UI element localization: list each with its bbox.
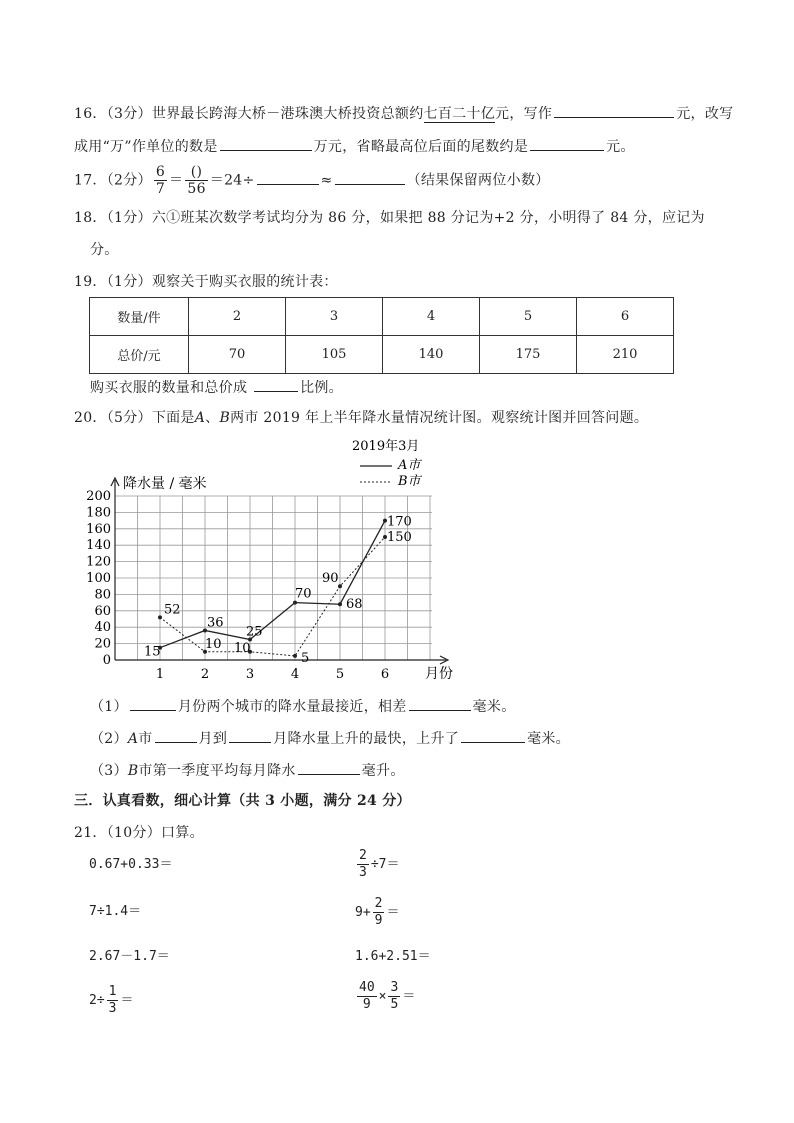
question-20: 20．（5分）下面是A、B两市 2019 年上半年降水量情况统计图。观察统计图并回答问题。 [74, 410, 649, 426]
answer-blank[interactable] [298, 759, 360, 775]
data-label: 150 [387, 530, 412, 545]
y-tick-label: 160 [86, 521, 111, 537]
question-20-sub1: （1） 月份两个城市的降水量最接近，相差 毫米。 [90, 695, 516, 717]
y-tick-label: 200 [86, 489, 111, 504]
data-label: 10 [205, 636, 222, 652]
x-tick-label: 3 [245, 667, 255, 682]
data-point [338, 602, 342, 606]
calc-item: 7÷1.4＝ [89, 904, 142, 919]
data-point [293, 654, 297, 658]
y-tick-label: 60 [94, 603, 111, 619]
rainfall-line-chart [80, 432, 500, 692]
x-tick-label: 1 [155, 667, 165, 682]
y-tick-label: 100 [86, 571, 111, 586]
answer-blank[interactable] [335, 169, 405, 185]
answer-blank[interactable] [220, 135, 312, 151]
question-19-conclusion: 购买衣服的数量和总价成 比例。 [90, 376, 343, 398]
data-label: 52 [164, 602, 181, 618]
calc-item: 9+ $\frac{2}{9}$ ＝ [355, 896, 400, 928]
table-cell: 4 [383, 298, 480, 336]
data-point [338, 584, 342, 588]
answer-blank[interactable] [554, 102, 674, 118]
fraction: $\frac{1}{3}$ [108, 984, 117, 1016]
x-tick-label: 6 [380, 667, 390, 682]
question-20-sub3: （3）B市第一季度平均每月降水 毫升。 [90, 759, 405, 781]
data-label: 36 [207, 615, 224, 631]
row-header: 总价/元 [90, 336, 189, 374]
answer-blank[interactable] [530, 135, 604, 151]
fraction: $\frac{40}{9}$ [359, 980, 375, 1012]
y-tick-label: 20 [94, 636, 111, 652]
table-cell: 105 [286, 336, 383, 374]
question-16-line2: 成用“万”作单位的数是 万元，省略最高位后面的尾数约是 元。 [74, 135, 635, 157]
amount-underlined: 七百二十亿 [423, 106, 496, 122]
data-label: 10 [234, 640, 251, 656]
table-cell: 5 [480, 298, 577, 336]
table-cell: 175 [480, 336, 577, 374]
calc-item: 2.67－1.7＝ [89, 949, 170, 964]
table-cell: 2 [189, 298, 286, 336]
legend-label-a: A市 [398, 458, 421, 473]
y-tick-label: 40 [94, 620, 111, 636]
y-axis-label: 降水量 / 毫米 [123, 476, 207, 492]
question-19: 19．（1分）观察关于购买衣服的统计表： [74, 274, 338, 290]
calc-item: 1.6+2.51＝ [355, 949, 431, 964]
question-18: 18．（1分）六①班某次数学考试均分为 86 分，如果把 88 分记为+2 分，小明得了 84 分，应记为 [74, 210, 705, 226]
answer-blank[interactable] [130, 695, 176, 711]
chart-axes [111, 478, 448, 664]
question-20-sub2: （2）A市 月到 月降水量上升的最快，上升了 毫米。 [90, 727, 570, 749]
x-tick-label: 5 [335, 667, 345, 682]
y-tick-label: 180 [86, 505, 111, 521]
data-label: 170 [387, 514, 412, 530]
question-18-line2: 分。 [90, 242, 119, 258]
y-tick-label: 140 [86, 538, 111, 554]
data-point [158, 615, 162, 619]
question-21: 21．（10分）口算。 [74, 825, 204, 841]
calc-item: $\frac{40}{9}$ × $\frac{3}{5}$ ＝ [359, 980, 416, 1012]
data-label: 90 [322, 571, 339, 587]
answer-blank[interactable] [229, 727, 271, 743]
calc-item: 2÷ $\frac{1}{3}$ ＝ [89, 984, 134, 1016]
table-row [90, 336, 674, 374]
data-label: 5 [301, 650, 310, 666]
y-tick-label: 80 [94, 587, 111, 603]
table-cell: 140 [383, 336, 480, 374]
answer-blank[interactable] [254, 376, 298, 392]
fraction: $\frac{6}{7}$ [155, 164, 166, 197]
table-cell: 3 [286, 298, 383, 336]
y-tick-label: 0 [102, 653, 111, 668]
fraction: $\frac{2}{3}$ [359, 848, 367, 880]
y-tick-label: 120 [86, 554, 111, 570]
x-axis-label: 月份 [425, 666, 453, 682]
fraction: $\frac{2}{9}$ [374, 896, 383, 928]
calc-item: $\frac{2}{3}$ ÷7＝ [359, 848, 400, 880]
answer-blank[interactable] [409, 695, 471, 711]
answer-blank[interactable] [461, 727, 525, 743]
row-header: 数量/件 [90, 298, 189, 336]
fraction: $\frac{()}{56}$ [187, 164, 206, 197]
calc-item: 0.67+0.33＝ [89, 857, 173, 872]
data-label: 68 [346, 597, 363, 613]
answer-blank[interactable] [155, 727, 197, 743]
table-cell: 210 [577, 336, 674, 374]
chart-title: 2019年3月 [352, 439, 420, 454]
data-label: 70 [295, 586, 312, 602]
table-cell: 6 [577, 298, 674, 336]
question-17: 17．（2分） $\frac{6}{7}$ ＝ $\frac{()}{56}$ ＝24÷ ≈ （结果保留两位小数） [74, 164, 550, 197]
x-tick-label: 2 [200, 667, 210, 682]
data-label: 25 [246, 624, 263, 640]
clothes-stats-table [89, 297, 674, 374]
x-tick-label: 4 [290, 667, 300, 682]
section-3-title: 三．认真看数，细心计算（共 3 小题，满分 24 分） [74, 793, 411, 809]
table-row [90, 298, 674, 336]
answer-blank[interactable] [257, 169, 319, 185]
question-16: 16．（3分）世界最长跨海大桥－港珠澳大桥投资总额约七百二十亿元，写作 元，改写 [74, 102, 733, 124]
data-label: 15 [144, 644, 161, 660]
table-cell: 70 [189, 336, 286, 374]
legend-label-b: B市 [398, 474, 421, 489]
fraction: $\frac{3}{5}$ [390, 980, 399, 1012]
